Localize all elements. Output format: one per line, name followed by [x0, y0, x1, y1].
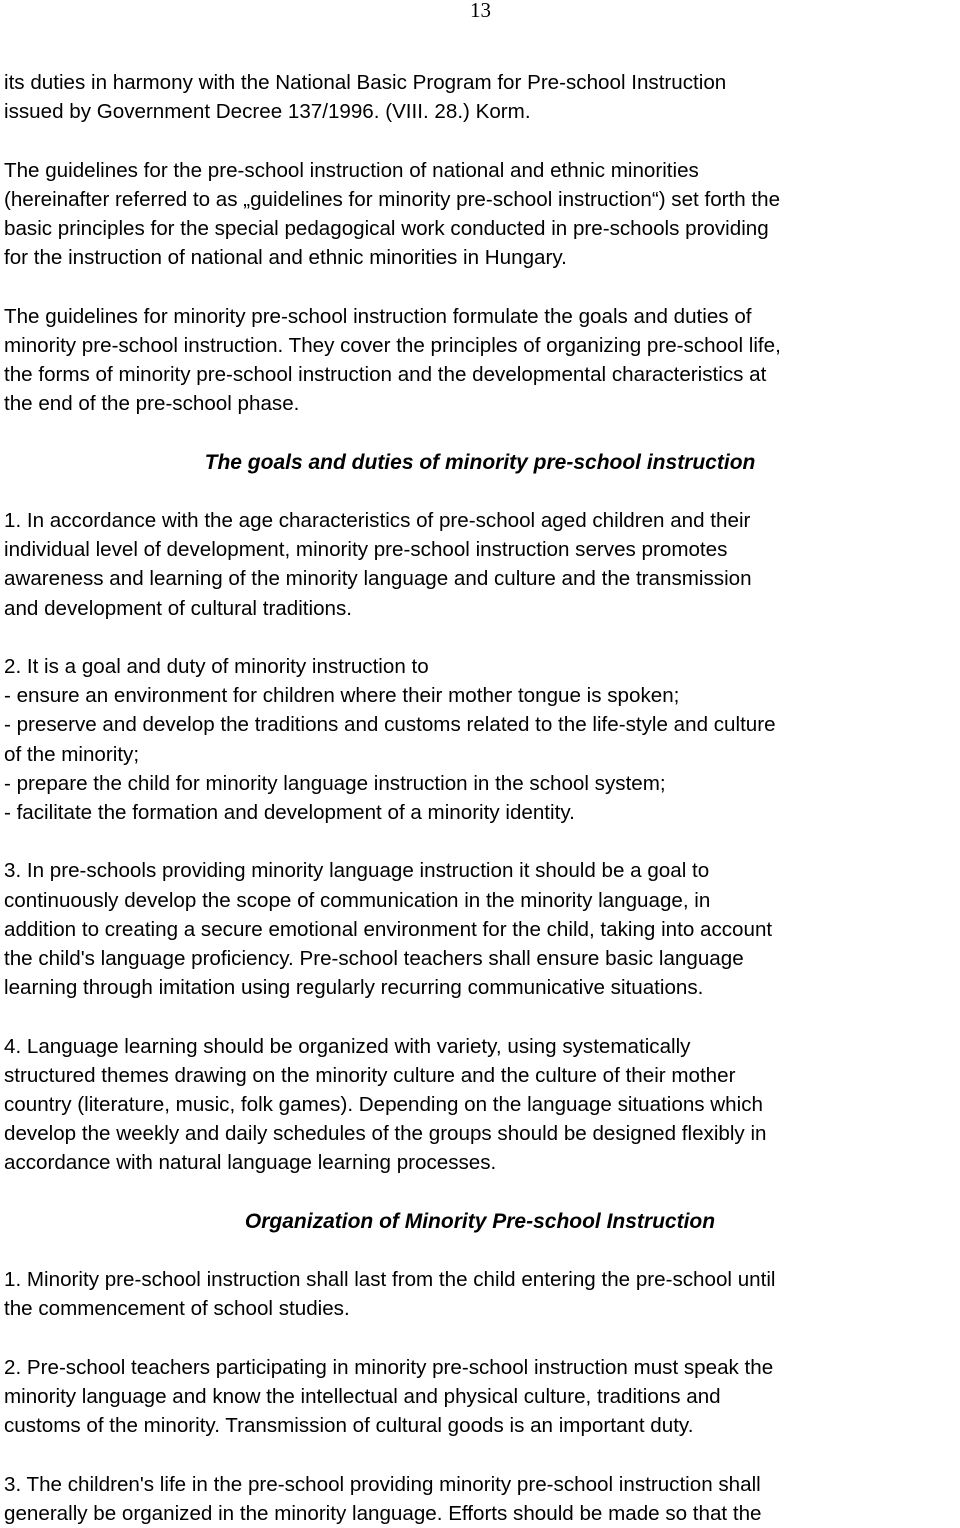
text-line: continuously develop the scope of communication in the minority language, in: [4, 888, 711, 912]
text-line: of the minority;: [4, 742, 140, 766]
list-bullet-line: - facilitate the formation and development of a minority identity.: [4, 801, 575, 824]
text-line: structured themes drawing on the minority culture and the culture of their mother: [4, 1063, 736, 1087]
organization-item-1: [4, 1265, 956, 1323]
text-line: minority pre-school instruction. They cover the principles of organizing pre-school life,: [4, 333, 781, 357]
text-line: 3. In pre-schools providing minority language instruction it should be a goal to: [4, 859, 710, 883]
list-bullet-line: - ensure an environment for children where their mother tongue is spoken;: [4, 684, 680, 708]
goals-item-3: [4, 856, 956, 1002]
text-line: the forms of minority pre-school instruction and the developmental characteristics at: [4, 363, 767, 386]
text-line: develop the weekly and daily schedules of the groups should be designed flexibly in: [4, 1122, 767, 1146]
text-line: addition to creating a secure emotional environment for the child, taking into account: [4, 917, 773, 941]
text-line: accordance with natural language learning processes.: [4, 1151, 497, 1175]
text-line: The guidelines for the pre-school instruction of national and ethnic minorities: [4, 158, 699, 182]
text-line: country (literature, music, folk games). Depending on the language situations which: [4, 1093, 763, 1116]
text-line: The guidelines for minority pre-school instruction formulate the goals and duties of: [4, 304, 752, 328]
text-line: for the instruction of national and ethnic minorities in Hungary.: [4, 246, 567, 270]
text-line: 1. Minority pre-school instruction shall last from the child entering the pre-school until: [4, 1268, 776, 1292]
goals-item-2: [4, 652, 956, 827]
text-line: the child's language proficiency. Pre-school teachers shall ensure basic language: [4, 947, 744, 970]
text-line: and development of cultural traditions.: [4, 596, 353, 620]
text-line: its duties in harmony with the National Basic Program for Pre-school Instruction: [4, 71, 727, 94]
text-line: 3. The children's life in the pre-school providing minority pre-school instruction shall: [4, 1472, 761, 1496]
text-line: the commencement of school studies.: [4, 1297, 350, 1321]
paragraph-guidelines-purpose: [4, 156, 956, 273]
organization-item-3: [4, 1470, 956, 1528]
list-bullet-line: - prepare the child for minority language instruction in the school system;: [4, 771, 666, 795]
paragraph-intro-continuation: [4, 68, 956, 126]
text-line: (hereinafter referred to as „guidelines for minority pre-school instruction“) set forth the: [4, 187, 781, 211]
document-body: [4, 68, 956, 1528]
page-number: 13: [470, 0, 491, 22]
text-line: customs of the minority. Transmission of cultural goods is an important duty.: [4, 1414, 694, 1438]
list-bullet-line: - preserve and develop the traditions and customs related to the life-style and culture: [4, 713, 776, 737]
text-line: 2. Pre-school teachers participating in minority pre-school instruction must speak the: [4, 1355, 774, 1379]
text-line: generally be organized in the minority language. Efforts should be made so that the: [4, 1501, 762, 1525]
goals-item-1: [4, 506, 956, 623]
section-heading-goals: The goals and duties of minority pre-school instruction: [204, 450, 756, 474]
text-line: individual level of development, minority pre-school instruction serves promotes: [4, 538, 728, 562]
text-line: 2. It is a goal and duty of minority instruction to: [4, 654, 429, 678]
text-line: the end of the pre-school phase.: [4, 392, 300, 416]
section-heading-organization: Organization of Minority Pre-school Instruction: [244, 1209, 716, 1233]
text-line: learning through imitation using regularly recurring communicative situations.: [4, 976, 704, 1000]
text-line: issued by Government Decree 137/1996. (VIII. 28.) Korm.: [4, 100, 531, 124]
organization-item-2: [4, 1353, 956, 1441]
text-line: 4. Language learning should be organized with variety, using systematically: [4, 1034, 691, 1058]
text-line: 1. In accordance with the age characteristics of pre-school aged children and their: [4, 508, 751, 532]
goals-item-4: [4, 1032, 956, 1178]
text-line: basic principles for the special pedagogical work conducted in pre-schools providing: [4, 217, 769, 240]
text-line: minority language and know the intellectual and physical culture, traditions and: [4, 1384, 721, 1408]
paragraph-guidelines-scope: [4, 302, 956, 419]
text-line: awareness and learning of the minority language and culture and the transmission: [4, 567, 752, 591]
